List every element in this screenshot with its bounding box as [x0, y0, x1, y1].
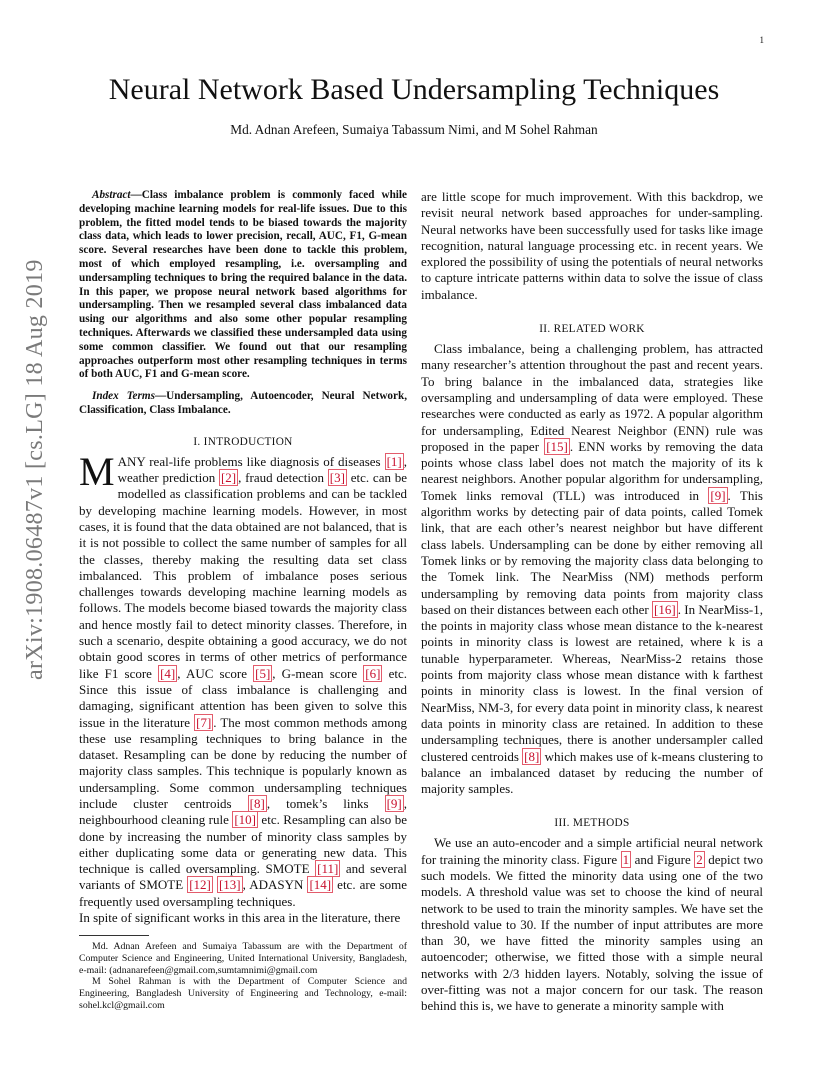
text-run: , neighbourhood cleaning rule [79, 795, 407, 828]
text-run: and several variants of SMOTE [79, 861, 407, 893]
citation-link[interactable]: [7] [196, 714, 212, 730]
page-number: 1 [759, 35, 764, 45]
text-run: , G-mean score [272, 665, 364, 681]
section-number: I. [193, 435, 201, 448]
citation-link[interactable]: [9] [710, 487, 726, 503]
citation-link[interactable]: [9] [386, 795, 402, 811]
section-initial: M [572, 817, 584, 830]
section-number: II. [539, 323, 551, 336]
text-run: etc. can be modelled as classification problems and can be tackled by developing machine learning models. However, in most cases, it is found that the data obtained are not balanced, that is it is not possible to collect the same number of samples for all the classes, thereby making the resulting data set class imbalanced. This problem of imbalance poses serious challenges towards developing machine learning models as follows. The models become biased towards the majority class and hence mostly fail to detect minority classes. Therefore, in such a scenario, despite obtaining a good accuracy, we do not obtain good scores in terms of other metrics of performance like F1 score [79, 470, 408, 681]
index-terms-label: Index Terms [92, 390, 155, 403]
text-run: depict two such models. We fitted the minority data using one of the two models. A threshold value was set to choose the kind of neural network to be used to train the minority samples. We have set the threshold value to 30. If the number of input attributes are more than 30, we have fitted the minority samples using an autoencoder; otherwise, we fitted those with a simple neural networks with 2/3 hidden layers. Notably, solving the issue of over-fitting was not a major concern for our task. The reason behind this is, we have to generate a minority sample with [421, 851, 763, 1014]
footnote-2: M Sohel Rahman is with the Department of Computer Science and Engineering, Bangladesh University of Engineering and Technology, e-mail: sohel.kcl@gmail.com [79, 976, 407, 1011]
arxiv-watermark: arXiv:1908.06487v1 [cs.LG] 18 Aug 2019 [22, 259, 48, 680]
text-run: . In NearMiss-1, the points in majority class whose mean distance to the k-nearest points in minority class is lowest are retained, where k is a tunable hyperparameter. Whereas, NearMiss-2 retains those points from majority class whose mean distance with k farthest points in minority class is lowest. In the final version of NearMiss, NM-3, for every data point in minority class, k nearest data points in minority class are retained. In addition to these undersampling techniques, there is another undersampler called clustered centroids [421, 601, 763, 764]
text-run: , weather prediction [117, 453, 407, 486]
citation-link[interactable]: [2] [220, 470, 237, 486]
intro-paragraph-1 [79, 448, 408, 910]
citation-link[interactable]: [4] [160, 665, 176, 681]
citation-link[interactable]: [16] [654, 601, 676, 617]
footnote-rule [79, 935, 149, 936]
citation-link[interactable]: [12] [189, 877, 211, 893]
left-column [79, 189, 407, 1012]
citation-link[interactable]: [15] [546, 438, 568, 454]
citation-link[interactable]: [14] [309, 877, 332, 893]
section-heading-related-work [421, 323, 763, 335]
text-run: , AUC score [177, 665, 254, 681]
section-rest: ORK [620, 323, 645, 336]
citation-link[interactable]: [8] [524, 748, 540, 764]
intro-p1-body [79, 448, 408, 909]
section-initial: W [609, 323, 620, 336]
abstract-text: —Class imbalance problem is commonly faced while developing machine learning models for real-life issues. Due to this problem, the fitted model tends to be biased towards the majority class data, which leads to lower precision, recall, AUC, F1, G-mean score. Several researches have been done to tackle this problem, most of which employed resampling, i.e. oversampling and undersampling techniques to bring the required balance in the data. In this paper, we propose neural network based algorithms for undersampling. Then we resampled several class imbalanced data using our algorithms and also some other popular resampling techniques. Afterwards we classified these undersampled data using some common classifier. We found out that our resampling approaches outperform most other resampling techniques in terms of both AUC, F1 and G-mean score. [79, 189, 407, 381]
section-heading-methods [421, 817, 763, 829]
section-initial: R [553, 323, 562, 336]
citation-link[interactable]: [11] [317, 861, 339, 877]
related-work-paragraph [421, 341, 763, 797]
index-terms [79, 390, 407, 418]
intro-continuation: are little scope for much improvement. With this backdrop, we revisit neural network based approaches for under-sampling. Neural networks have been successfully used for tasks like image recognition, natural language processing etc. in recent years. We explored the possibility of using the potentials of neural networks to capture intricate patterns within data to solve the issue of class imbalance. [421, 189, 763, 302]
figure-ref-link[interactable]: 2 [696, 851, 703, 867]
citation-link[interactable]: [1] [386, 453, 402, 469]
paper-authors: Md. Adnan Arefeen, Sumaiya Tabassum Nimi, and M Sohel Rahman [230, 122, 598, 137]
citation-link[interactable]: [6] [365, 665, 381, 681]
index-terms-text: —Undersampling, Autoencoder, Neural Network, Classification, Class Imbalance. [79, 390, 407, 416]
abstract-label: Abstract [92, 189, 131, 201]
citation-link[interactable]: [3] [329, 470, 345, 486]
text-run: , tomek’s links [266, 795, 385, 811]
text-run: etc. Resampling can also be done by increasing the number of minority class samples by either duplicating some data or generating new data. This technique is called oversampling. SMOTE [79, 812, 407, 877]
text-run: Class imbalance, being a challenging problem, has attracted many researcher’s attention throughout the past and recent years. To bring balance in the imbalanced data, strategies like oversampling and undersampling of data were employed. These researches were conducted as early as 1972. A popular algorithm for undersampling, Edited Nearest Neighbor (ENN) rule was proposed in the paper [421, 341, 763, 454]
text-run: ANY real-life problems like diagnosis of diseases [117, 453, 385, 469]
text-run: etc. Since this issue of class imbalance is challenging and damaging, significant attention has been given to solve this issue in the literature [79, 665, 407, 730]
text-run: . This algorithm works by detecting pair of data points, called Tomek link, that are each other’s nearest neighbor but have different class labels. Undersampling can be done by either removing all Tomek links or by removing the majority class data belonging to the Tomek link. The NearMiss (NM) methods perform undersampling by removing data points from majority class based on their distances between each other [421, 487, 763, 617]
citation-link[interactable]: [8] [249, 795, 265, 811]
footnote-1: Md. Adnan Arefeen and Sumaiya Tabassum are with the Department of Computer Science and Engineering, United International University, Bangladesh, e-mail: (adnanarefeen@gmail.com,sumtamnimi@gmail.com [79, 941, 407, 976]
drop-cap: M [79, 448, 115, 494]
citation-link[interactable]: [5] [255, 665, 271, 681]
text-run: etc. are some frequently used oversampling techniques. [79, 877, 408, 909]
citation-link[interactable]: [13] [218, 877, 241, 893]
right-column [421, 189, 763, 1015]
text-run: which makes use of k-means clustering to balance an imbalanced dataset by reducing the number of majority samples. [421, 748, 763, 797]
text-run: and Figure [631, 851, 695, 867]
footnotes [79, 935, 407, 1011]
section-heading-introduction [79, 436, 407, 448]
section-rest: ETHODS [583, 817, 630, 830]
text-run: , fraud detection [238, 470, 328, 486]
text-run: , ADASYN [242, 877, 308, 893]
text-run: We use an auto-encoder and a simple artificial neural network for training the minority class. Figure [421, 835, 763, 867]
abstract [79, 189, 407, 382]
section-rest: NTRODUCTION [207, 435, 293, 448]
citation-link[interactable]: [10] [234, 812, 256, 828]
section-rest: ELATED [561, 323, 610, 336]
figure-ref-link[interactable]: 1 [622, 851, 630, 867]
text-run: . ENN works by removing the data points whose class label does not match the majority of its k nearest neighbors. Another popular algorithm for undersampling, Tomek links removal (TLL) was introduced in [421, 438, 763, 503]
intro-paragraph-2: In spite of significant works in this area in the literature, there [79, 910, 401, 926]
section-number: III. [554, 817, 570, 830]
section-initial: I [203, 435, 208, 448]
text-run: . The most common methods among these use resampling techniques to bring balance in the dataset. Resampling can be done by reducing the number of majority class samples. This technique is popularly known as undersampling. Some common undersampling techniques include cluster centroids [79, 714, 407, 811]
methods-paragraph [421, 835, 763, 1014]
paper-title: Neural Network Based Undersampling Techniques [108, 73, 720, 106]
